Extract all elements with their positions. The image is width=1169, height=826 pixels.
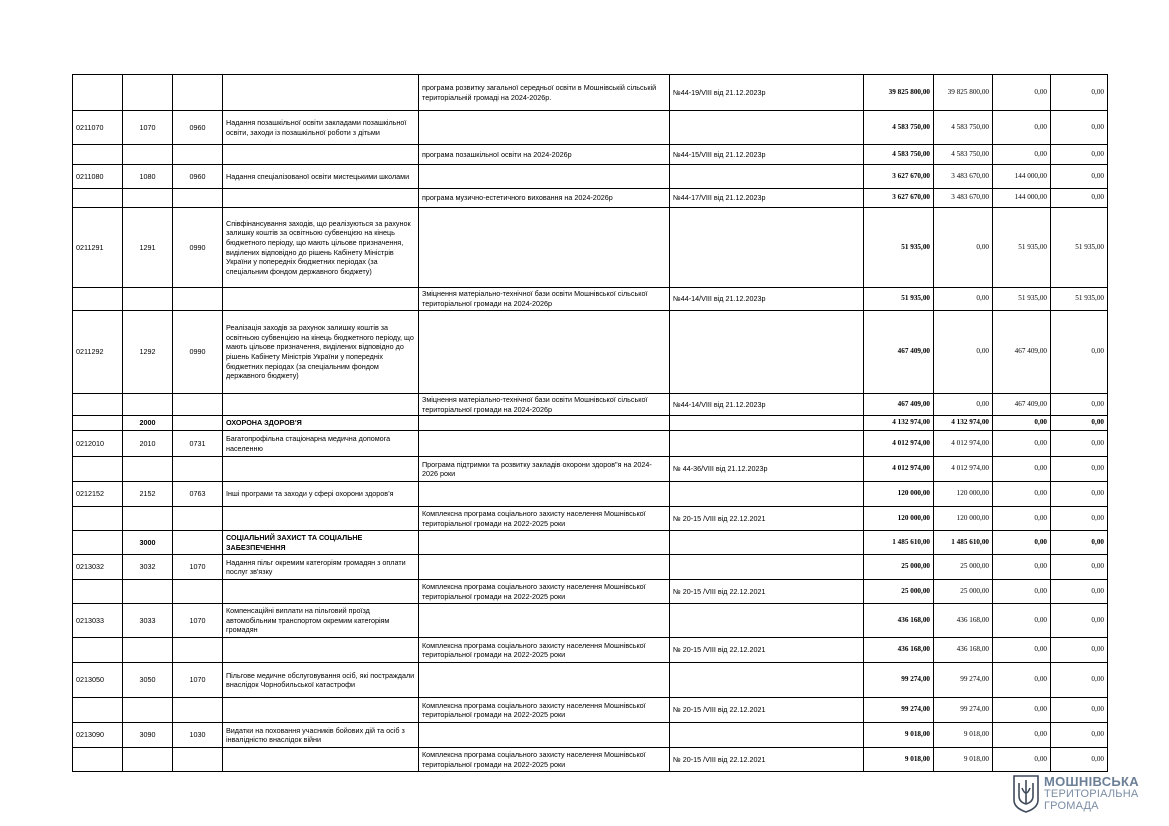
function-name-cell: [223, 75, 419, 111]
function-name-cell: [223, 145, 419, 165]
table-row: [73, 457, 1108, 482]
total-amount-cell: 3 627 670,00: [864, 189, 934, 208]
table-row: [73, 638, 1108, 663]
logo-line-2: ТЕРИТОРІАЛЬНА: [1044, 788, 1139, 800]
special-fund-cell: 144 000,00: [993, 189, 1051, 208]
tpkv-code-cell: 2010: [123, 431, 173, 457]
kpkv-code-cell: [73, 416, 123, 431]
table-row: [73, 111, 1108, 145]
program-name-cell: програма розвитку загальної середньої освіти в Мошнівській сільській територіальній громаді на 2024-2026р.: [419, 75, 670, 111]
table-row: [73, 288, 1108, 311]
function-name-cell: ОХОРОНА ЗДОРОВ'Я: [223, 416, 419, 431]
decision-cell: [670, 431, 864, 457]
kfkv-code-cell: 0960: [173, 165, 223, 189]
decision-cell: [670, 208, 864, 288]
table-row: [73, 416, 1108, 431]
tpkv-code-cell: [123, 580, 173, 604]
function-name-cell: Пільгове медичне обслуговування осіб, які постраждали внаслідок Чорнобильської катастрофи: [223, 663, 419, 698]
decision-cell: №44-15/VIII від 21.12.2023р: [670, 145, 864, 165]
kpkv-code-cell: [73, 531, 123, 555]
table-row: [73, 507, 1108, 531]
special-fund-cell: 144 000,00: [993, 165, 1051, 189]
decision-cell: № 20-15 /VIII від 22.12.2021: [670, 698, 864, 723]
function-name-cell: [223, 580, 419, 604]
development-budget-cell: 0,00: [1051, 555, 1108, 580]
general-fund-cell: 120 000,00: [934, 507, 993, 531]
decision-cell: №44-14/VIII від 21.12.2023р: [670, 394, 864, 416]
decision-cell: № 20-15 /VIII від 22.12.2021: [670, 507, 864, 531]
development-budget-cell: 0,00: [1051, 145, 1108, 165]
tpkv-code-cell: [123, 698, 173, 723]
general-fund-cell: 39 825 800,00: [934, 75, 993, 111]
special-fund-cell: 0,00: [993, 663, 1051, 698]
special-fund-cell: 0,00: [993, 457, 1051, 482]
table-row: [73, 165, 1108, 189]
general-fund-cell: 0,00: [934, 288, 993, 311]
total-amount-cell: 51 935,00: [864, 288, 934, 311]
program-name-cell: Зміцнення матеріально-технічної бази освіти Мошнівської сільської територіальної громади на 2024-2026р: [419, 288, 670, 311]
general-fund-cell: 0,00: [934, 208, 993, 288]
total-amount-cell: 120 000,00: [864, 482, 934, 507]
development-budget-cell: 51 935,00: [1051, 208, 1108, 288]
kpkv-code-cell: [73, 145, 123, 165]
special-fund-cell: 51 935,00: [993, 208, 1051, 288]
table-row: [73, 663, 1108, 698]
general-fund-cell: 99 274,00: [934, 698, 993, 723]
program-name-cell: [419, 416, 670, 431]
total-amount-cell: 9 018,00: [864, 723, 934, 748]
total-amount-cell: 4 583 750,00: [864, 111, 934, 145]
tpkv-code-cell: 1080: [123, 165, 173, 189]
table-row: [73, 189, 1108, 208]
program-name-cell: [419, 165, 670, 189]
general-fund-cell: 4 012 974,00: [934, 457, 993, 482]
special-fund-cell: 0,00: [993, 482, 1051, 507]
function-name-cell: Видатки на поховання учасників бойових дій та осіб з інвалідністю внаслідок війни: [223, 723, 419, 748]
table-row: [73, 311, 1108, 394]
development-budget-cell: 0,00: [1051, 189, 1108, 208]
special-fund-cell: 0,00: [993, 698, 1051, 723]
kpkv-code-cell: 0213050: [73, 663, 123, 698]
development-budget-cell: 0,00: [1051, 507, 1108, 531]
general-fund-cell: 4 583 750,00: [934, 111, 993, 145]
special-fund-cell: 0,00: [993, 416, 1051, 431]
decision-cell: № 44-36/VIII від 21.12.2023р: [670, 457, 864, 482]
kfkv-code-cell: 1070: [173, 663, 223, 698]
decision-cell: [670, 531, 864, 555]
kfkv-code-cell: [173, 531, 223, 555]
total-amount-cell: 9 018,00: [864, 748, 934, 772]
general-fund-cell: 9 018,00: [934, 748, 993, 772]
table-row: [73, 580, 1108, 604]
special-fund-cell: 0,00: [993, 723, 1051, 748]
total-amount-cell: 436 168,00: [864, 638, 934, 663]
function-name-cell: [223, 748, 419, 772]
development-budget-cell: 0,00: [1051, 394, 1108, 416]
total-amount-cell: 4 583 750,00: [864, 145, 934, 165]
table-row: [73, 723, 1108, 748]
special-fund-cell: 467 409,00: [993, 394, 1051, 416]
decision-cell: [670, 723, 864, 748]
function-name-cell: СОЦІАЛЬНИЙ ЗАХИСТ ТА СОЦІАЛЬНЕ ЗАБЕЗПЕЧЕННЯ: [223, 531, 419, 555]
development-budget-cell: 0,00: [1051, 604, 1108, 638]
table-row: [73, 748, 1108, 772]
table-row: [73, 604, 1108, 638]
tpkv-code-cell: [123, 748, 173, 772]
decision-cell: [670, 165, 864, 189]
tpkv-code-cell: 3000: [123, 531, 173, 555]
program-name-cell: програма позашкільної освіти на 2024-2026р: [419, 145, 670, 165]
tpkv-code-cell: [123, 288, 173, 311]
tpkv-code-cell: 3090: [123, 723, 173, 748]
table-row: [73, 482, 1108, 507]
table-row: [73, 555, 1108, 580]
tpkv-code-cell: 1292: [123, 311, 173, 394]
kfkv-code-cell: [173, 507, 223, 531]
function-name-cell: [223, 189, 419, 208]
special-fund-cell: 0,00: [993, 431, 1051, 457]
program-name-cell: [419, 208, 670, 288]
program-name-cell: Програма підтримки та розвитку закладів охорони здоров"я на 2024-2026 роки: [419, 457, 670, 482]
program-name-cell: Комплексна програма соціального захисту населення Мошнівської територіальної громади на 2022-2025 роки: [419, 638, 670, 663]
kfkv-code-cell: [173, 145, 223, 165]
general-fund-cell: 4 583 750,00: [934, 145, 993, 165]
general-fund-cell: 436 168,00: [934, 604, 993, 638]
special-fund-cell: 0,00: [993, 111, 1051, 145]
kfkv-code-cell: 1070: [173, 555, 223, 580]
development-budget-cell: 0,00: [1051, 431, 1108, 457]
development-budget-cell: 0,00: [1051, 698, 1108, 723]
decision-cell: [670, 555, 864, 580]
function-name-cell: [223, 507, 419, 531]
program-name-cell: [419, 663, 670, 698]
special-fund-cell: 0,00: [993, 604, 1051, 638]
special-fund-cell: 0,00: [993, 580, 1051, 604]
kfkv-code-cell: 0731: [173, 431, 223, 457]
program-name-cell: [419, 111, 670, 145]
special-fund-cell: 0,00: [993, 748, 1051, 772]
tpkv-code-cell: 1070: [123, 111, 173, 145]
general-fund-cell: 120 000,00: [934, 482, 993, 507]
table-row: [73, 431, 1108, 457]
kpkv-code-cell: 0213032: [73, 555, 123, 580]
development-budget-cell: 0,00: [1051, 165, 1108, 189]
general-fund-cell: 3 483 670,00: [934, 189, 993, 208]
decision-cell: [670, 482, 864, 507]
total-amount-cell: 4 012 974,00: [864, 431, 934, 457]
decision-cell: [670, 416, 864, 431]
table-body: [73, 75, 1108, 772]
function-name-cell: Багатопрофільна стаціонарна медична допомога населенню: [223, 431, 419, 457]
table-row: [73, 75, 1108, 111]
special-fund-cell: 51 935,00: [993, 288, 1051, 311]
total-amount-cell: 99 274,00: [864, 698, 934, 723]
program-name-cell: [419, 604, 670, 638]
function-name-cell: Співфінансування заходів, що реалізуються за рахунок залишку коштів за освітньою субвенцією на кінець бюджетного періоду, що мають цільове призначення, виділених відповідно до рішень Кабінету Міністрів України у попередніх бюджетних періодах (за спеціальним фондом державного бюджету): [223, 208, 419, 288]
development-budget-cell: 0,00: [1051, 663, 1108, 698]
development-budget-cell: 0,00: [1051, 748, 1108, 772]
kfkv-code-cell: 1070: [173, 604, 223, 638]
general-fund-cell: 436 168,00: [934, 638, 993, 663]
kpkv-code-cell: 0211070: [73, 111, 123, 145]
total-amount-cell: 51 935,00: [864, 208, 934, 288]
kfkv-code-cell: [173, 288, 223, 311]
general-fund-cell: 4 012 974,00: [934, 431, 993, 457]
special-fund-cell: 467 409,00: [993, 311, 1051, 394]
total-amount-cell: 4 132 974,00: [864, 416, 934, 431]
program-name-cell: [419, 723, 670, 748]
development-budget-cell: 0,00: [1051, 457, 1108, 482]
kfkv-code-cell: [173, 457, 223, 482]
community-logo: [1012, 774, 1152, 814]
general-fund-cell: 3 483 670,00: [934, 165, 993, 189]
function-name-cell: Компенсаційні виплати на пільговий проїзд автомобільним транспортом окремим категоріям громадян: [223, 604, 419, 638]
function-name-cell: Інші програми та заходи у сфері охорони здоров’я: [223, 482, 419, 507]
kpkv-code-cell: 0212010: [73, 431, 123, 457]
kpkv-code-cell: [73, 638, 123, 663]
kpkv-code-cell: [73, 189, 123, 208]
tpkv-code-cell: [123, 189, 173, 208]
decision-cell: [670, 111, 864, 145]
tpkv-code-cell: [123, 394, 173, 416]
total-amount-cell: 467 409,00: [864, 311, 934, 394]
kfkv-code-cell: [173, 75, 223, 111]
general-fund-cell: 25 000,00: [934, 580, 993, 604]
program-name-cell: програма музично-естетичного виховання на 2024-2026р: [419, 189, 670, 208]
total-amount-cell: 436 168,00: [864, 604, 934, 638]
decision-cell: [670, 663, 864, 698]
total-amount-cell: 1 485 610,00: [864, 531, 934, 555]
kfkv-code-cell: 0990: [173, 311, 223, 394]
function-name-cell: Надання позашкільної освіти закладами позашкільної освіти, заходи із позашкільної роботи з дітьми: [223, 111, 419, 145]
tpkv-code-cell: 3032: [123, 555, 173, 580]
general-fund-cell: 99 274,00: [934, 663, 993, 698]
general-fund-cell: 25 000,00: [934, 555, 993, 580]
kpkv-code-cell: 0211291: [73, 208, 123, 288]
development-budget-cell: 0,00: [1051, 723, 1108, 748]
total-amount-cell: 4 012 974,00: [864, 457, 934, 482]
kfkv-code-cell: 1030: [173, 723, 223, 748]
function-name-cell: Реалізація заходів за рахунок залишку коштів за освітньою субвенцією на кінець бюджетного періоду, що мають цільове призначення, виділених відповідно до рішень Кабінету Міністрів України у попередніх бюджетних періодах (за спеціальним фондом державного бюджету): [223, 311, 419, 394]
kpkv-code-cell: [73, 580, 123, 604]
total-amount-cell: 467 409,00: [864, 394, 934, 416]
general-fund-cell: 0,00: [934, 311, 993, 394]
kpkv-code-cell: [73, 288, 123, 311]
kfkv-code-cell: [173, 580, 223, 604]
development-budget-cell: 0,00: [1051, 638, 1108, 663]
kfkv-code-cell: 0990: [173, 208, 223, 288]
function-name-cell: Надання спеціалізованої освіти мистецькими школами: [223, 165, 419, 189]
logo-line-1: МОШНІВСЬКА: [1044, 774, 1139, 789]
program-name-cell: Зміцнення матеріально-технічної бази освіти Мошнівської сільської територіальної громади на 2024-2026р: [419, 394, 670, 416]
kfkv-code-cell: [173, 698, 223, 723]
function-name-cell: [223, 288, 419, 311]
logo-line-3: ГРОМАДА: [1044, 800, 1099, 812]
tpkv-code-cell: [123, 75, 173, 111]
kpkv-code-cell: [73, 75, 123, 111]
trident-emblem-icon: [1012, 774, 1040, 814]
tpkv-code-cell: 2000: [123, 416, 173, 431]
kfkv-code-cell: [173, 416, 223, 431]
function-name-cell: Надання пільг окремим категоріям громадян з оплати послуг зв'язку: [223, 555, 419, 580]
kpkv-code-cell: 0211292: [73, 311, 123, 394]
tpkv-code-cell: [123, 145, 173, 165]
kfkv-code-cell: 0960: [173, 111, 223, 145]
program-name-cell: Комплексна програма соціального захисту населення Мошнівської територіальної громади на 2022-2025 роки: [419, 698, 670, 723]
tpkv-code-cell: 2152: [123, 482, 173, 507]
tpkv-code-cell: [123, 507, 173, 531]
function-name-cell: [223, 394, 419, 416]
development-budget-cell: 0,00: [1051, 111, 1108, 145]
kpkv-code-cell: [73, 507, 123, 531]
development-budget-cell: 0,00: [1051, 311, 1108, 394]
kpkv-code-cell: 0211080: [73, 165, 123, 189]
program-name-cell: [419, 482, 670, 507]
kfkv-code-cell: 0763: [173, 482, 223, 507]
kpkv-code-cell: 0213033: [73, 604, 123, 638]
tpkv-code-cell: 1291: [123, 208, 173, 288]
total-amount-cell: 39 825 800,00: [864, 75, 934, 111]
decision-cell: №44-14/VIII від 21.12.2023р: [670, 288, 864, 311]
program-name-cell: [419, 311, 670, 394]
kpkv-code-cell: 0213090: [73, 723, 123, 748]
kpkv-code-cell: [73, 457, 123, 482]
table-row: [73, 145, 1108, 165]
kpkv-code-cell: [73, 698, 123, 723]
program-name-cell: [419, 431, 670, 457]
special-fund-cell: 0,00: [993, 75, 1051, 111]
tpkv-code-cell: [123, 638, 173, 663]
table-row: [73, 698, 1108, 723]
development-budget-cell: 51 935,00: [1051, 288, 1108, 311]
budget-programs-table: [72, 74, 1108, 772]
decision-cell: №44-17/VIII від 21.12.2023р: [670, 189, 864, 208]
decision-cell: [670, 311, 864, 394]
development-budget-cell: 0,00: [1051, 580, 1108, 604]
function-name-cell: [223, 698, 419, 723]
kfkv-code-cell: [173, 638, 223, 663]
kfkv-code-cell: [173, 748, 223, 772]
kpkv-code-cell: [73, 394, 123, 416]
total-amount-cell: 25 000,00: [864, 555, 934, 580]
program-name-cell: [419, 531, 670, 555]
kpkv-code-cell: 0212152: [73, 482, 123, 507]
total-amount-cell: 25 000,00: [864, 580, 934, 604]
development-budget-cell: 0,00: [1051, 416, 1108, 431]
tpkv-code-cell: 3033: [123, 604, 173, 638]
program-name-cell: [419, 555, 670, 580]
general-fund-cell: 1 485 610,00: [934, 531, 993, 555]
decision-cell: №44-19/VIII від 21.12.2023р: [670, 75, 864, 111]
decision-cell: [670, 604, 864, 638]
total-amount-cell: 3 627 670,00: [864, 165, 934, 189]
table-row: [73, 208, 1108, 288]
program-name-cell: Комплексна програма соціального захисту населення Мошнівської територіальної громади на 2022-2025 роки: [419, 507, 670, 531]
general-fund-cell: 0,00: [934, 394, 993, 416]
development-budget-cell: 0,00: [1051, 482, 1108, 507]
kpkv-code-cell: [73, 748, 123, 772]
decision-cell: № 20-15 /VIII від 22.12.2021: [670, 748, 864, 772]
tpkv-code-cell: [123, 457, 173, 482]
table-row: [73, 531, 1108, 555]
special-fund-cell: 0,00: [993, 638, 1051, 663]
development-budget-cell: 0,00: [1051, 75, 1108, 111]
special-fund-cell: 0,00: [993, 555, 1051, 580]
program-name-cell: Комплексна програма соціального захисту населення Мошнівської територіальної громади на 2022-2025 роки: [419, 580, 670, 604]
development-budget-cell: 0,00: [1051, 531, 1108, 555]
general-fund-cell: 4 132 974,00: [934, 416, 993, 431]
special-fund-cell: 0,00: [993, 531, 1051, 555]
general-fund-cell: 9 018,00: [934, 723, 993, 748]
special-fund-cell: 0,00: [993, 507, 1051, 531]
decision-cell: № 20-15 /VIII від 22.12.2021: [670, 638, 864, 663]
function-name-cell: [223, 457, 419, 482]
table-row: [73, 394, 1108, 416]
special-fund-cell: 0,00: [993, 145, 1051, 165]
total-amount-cell: 120 000,00: [864, 507, 934, 531]
decision-cell: № 20-15 /VIII від 22.12.2021: [670, 580, 864, 604]
total-amount-cell: 99 274,00: [864, 663, 934, 698]
kfkv-code-cell: [173, 394, 223, 416]
kfkv-code-cell: [173, 189, 223, 208]
tpkv-code-cell: 3050: [123, 663, 173, 698]
program-name-cell: Комплексна програма соціального захисту населення Мошнівської територіальної громади на 2022-2025 роки: [419, 748, 670, 772]
function-name-cell: [223, 638, 419, 663]
